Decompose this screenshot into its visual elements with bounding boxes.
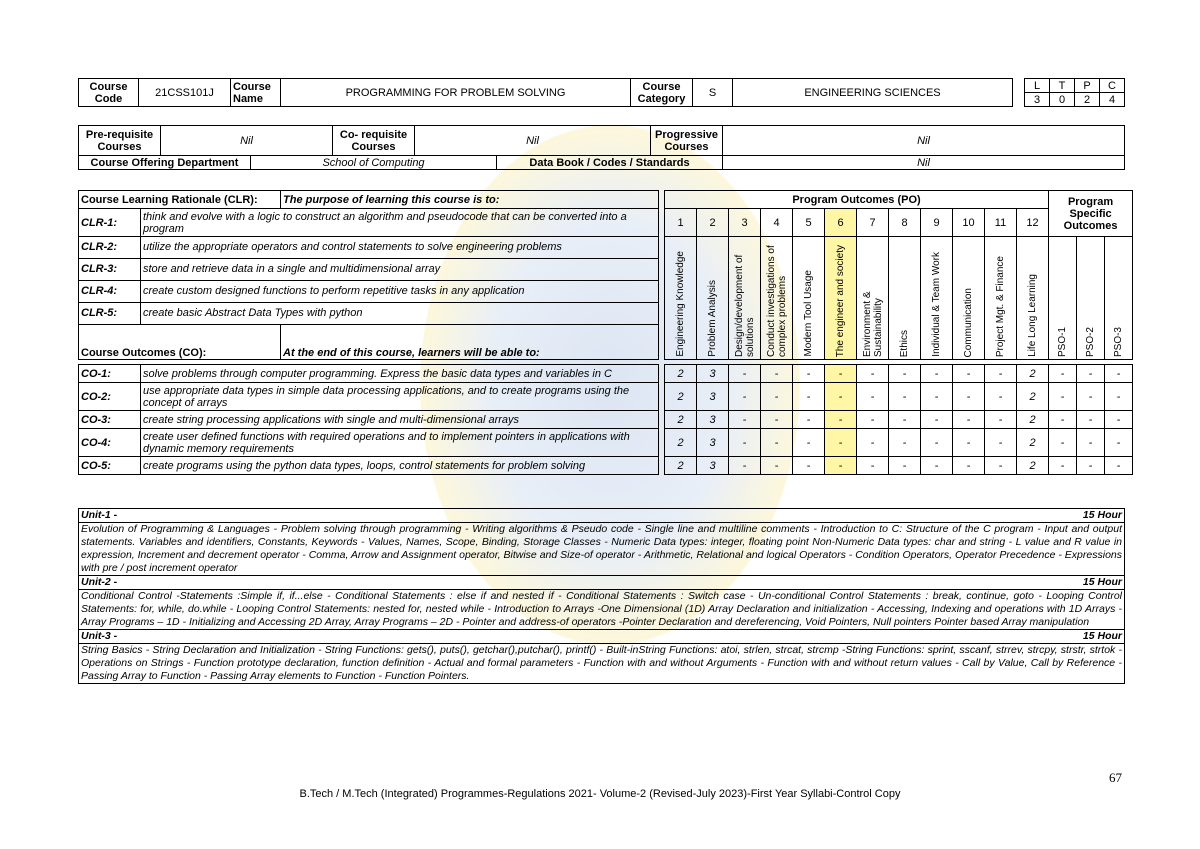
unit-header-row (79, 509, 1125, 523)
co-po-value: - (1049, 365, 1077, 383)
co-po-value: 2 (665, 383, 697, 411)
co-po-value: - (1049, 457, 1077, 475)
po-name: Modern Tool Usage (803, 270, 814, 357)
unit-header-row (79, 576, 1125, 590)
course-outcomes-table (78, 364, 1133, 475)
clr-text: create custom designed functions to perform repetitive tasks in any application (141, 280, 659, 302)
co-id: CO-5: (79, 457, 141, 475)
unit-content: Evolution of Programming & Languages - Problem solving through programming - Writing algorithms & Pseudo code - Single line and multiline comments - Introduction to C: Structure of the C program - Input and output statements. Variables and identifiers, Constants, Keywords - Values, Names, Scope, Binding, Storage Classes - Numeric Data types: integer, floating point Non-Numeric Data types: char and string - L value and R value in expression, Increment and decrement operator - Comma, Arrow and Assignment operator, Bitwise and Size-of operator - Arithmetic, Relational and logical Operators - Condition Operators, Operator Precedence - Expressions with pre / post increment operator (79, 523, 1125, 576)
co-po-value: - (953, 365, 985, 383)
unit-header-row (79, 630, 1125, 644)
co-po-value: 2 (1017, 429, 1049, 457)
co-text: create programs using the python data types, loops, control statements for problem solving (141, 457, 659, 475)
co-po-value: - (985, 429, 1017, 457)
co-po-value: - (857, 429, 889, 457)
ltpc-value: 4 (1100, 93, 1125, 107)
co-po-value: - (761, 365, 793, 383)
co-po-value: - (1049, 411, 1077, 429)
co-po-value: - (921, 429, 953, 457)
po-number: 7 (857, 209, 889, 237)
co-po-value: - (985, 383, 1017, 411)
co-po-value: - (857, 411, 889, 429)
co-po-value: - (921, 365, 953, 383)
po-name: Environment & Sustainability (861, 291, 884, 357)
ltpc-value: 0 (1050, 93, 1075, 107)
co-po-value: - (729, 383, 761, 411)
co-id: CO-1: (79, 365, 141, 383)
co-po-value: - (953, 411, 985, 429)
ltpc-value: 2 (1075, 93, 1100, 107)
co-row (79, 365, 1133, 383)
co-po-value: 3 (697, 429, 729, 457)
co-po-value: - (825, 365, 857, 383)
po-name: Ethics (899, 329, 910, 357)
clr-text: store and retrieve data in a single and multidimensional array (141, 258, 659, 280)
po-name: Life Long Learning (1027, 274, 1039, 357)
unit-body-row (79, 590, 1125, 630)
co-po-value: 2 (1017, 383, 1049, 411)
co-po-value: - (1105, 429, 1133, 457)
ltpc-label: T (1050, 79, 1075, 93)
co-po-value: - (889, 383, 921, 411)
co-id: CO-3: (79, 411, 141, 429)
databook-value: Nil (723, 156, 1125, 170)
co-po-value: - (729, 365, 761, 383)
po-number: 12 (1017, 209, 1049, 237)
co-po-value: 3 (697, 411, 729, 429)
po-name: Individual & Team Work (931, 252, 942, 357)
po-number: 11 (985, 209, 1017, 237)
outcomes-table (78, 190, 1133, 360)
co-row (79, 383, 1133, 411)
databook-label: Data Book / Codes / Standards (497, 156, 723, 170)
co-po-value: - (985, 365, 1017, 383)
po-name: Engineering Knowledge (675, 251, 686, 357)
co-po-value: - (761, 429, 793, 457)
course-code: 21CSS101J (139, 79, 231, 107)
unit-title: Unit-1 - (81, 509, 118, 521)
co-po-value: 3 (697, 365, 729, 383)
co-po-value: 2 (665, 365, 697, 383)
co-po-value: - (1105, 383, 1133, 411)
co-po-value: - (953, 429, 985, 457)
co-po-value: - (793, 365, 825, 383)
ltpc-value: 3 (1025, 93, 1050, 107)
co-po-value: - (889, 365, 921, 383)
category-name: ENGINEERING SCIENCES (733, 79, 1013, 107)
co-po-value: 2 (1017, 411, 1049, 429)
co-po-value: - (921, 411, 953, 429)
co-po-value: - (889, 411, 921, 429)
progressive-value: Nil (723, 126, 1125, 156)
unit-hours: 15 Hour (1082, 576, 1122, 588)
course-name-label: Course Name (231, 79, 281, 107)
co-po-value: - (953, 457, 985, 475)
co-po-value: 2 (1017, 365, 1049, 383)
co-po-value: - (1077, 365, 1105, 383)
po-number: 3 (729, 209, 761, 237)
coreq-label: Co- requisite Courses (333, 126, 415, 156)
co-po-value: - (1077, 383, 1105, 411)
po-number: 4 (761, 209, 793, 237)
unit-hours: 15 Hour (1082, 630, 1122, 642)
co-po-value: - (921, 383, 953, 411)
co-po-value: - (889, 457, 921, 475)
co-row (79, 429, 1133, 457)
co-po-value: - (729, 411, 761, 429)
clr-id: CLR-5: (79, 302, 141, 324)
po-name: Project Mgt. & Finance (995, 255, 1006, 357)
unit-title: Unit-3 - (81, 630, 118, 642)
co-po-value: - (889, 429, 921, 457)
co-row (79, 411, 1133, 429)
prereq-value: Nil (161, 126, 333, 156)
co-text: create string processing applications with single and multi-dimensional arrays (141, 411, 659, 429)
po-number: 9 (921, 209, 953, 237)
po-name: Problem Analysis (707, 280, 718, 357)
dept-label: Course Offering Department (79, 156, 251, 170)
co-text: use appropriate data types in simple data processing applications, and to create programs using the concept of arrays (141, 383, 659, 411)
prerequisite-table (78, 125, 1125, 170)
co-po-value: - (793, 457, 825, 475)
co-po-value: - (825, 457, 857, 475)
clr-id: CLR-3: (79, 258, 141, 280)
unit-title: Unit-2 - (81, 576, 118, 588)
pso-name: PSO-3 (1113, 326, 1125, 357)
co-po-value: - (921, 457, 953, 475)
co-po-value: - (1105, 411, 1133, 429)
clr-id: CLR-2: (79, 237, 141, 259)
clr-text: think and evolve with a logic to construct an algorithm and pseudocode that can be converted into a program (141, 209, 659, 237)
co-po-value: - (761, 457, 793, 475)
co-id: CO-2: (79, 383, 141, 411)
co-po-value: 2 (665, 457, 697, 475)
clr-id: CLR-4: (79, 280, 141, 302)
co-po-value: - (857, 383, 889, 411)
co-po-value: 2 (665, 429, 697, 457)
po-number: 6 (825, 209, 857, 237)
co-po-value: - (1077, 457, 1105, 475)
co-po-value: - (825, 383, 857, 411)
co-po-value: - (857, 365, 889, 383)
clr-text: utilize the appropriate operators and control statements to solve engineering problems (141, 237, 659, 259)
pso-title: Program Specific Outcomes (1049, 191, 1133, 237)
ltpc-label: C (1100, 79, 1125, 93)
co-po-value: - (729, 429, 761, 457)
co-title: Course Outcomes (CO): (79, 324, 281, 360)
co-po-value: - (729, 457, 761, 475)
unit-content: Conditional Control -Statements :Simple if, if...else - Conditional Statements : else if and nested if - Conditional Statements : Switch case - Un-conditional Control Statements : break, continue, goto - Looping Control Statements: for, while, do.while - Looping Control Statements: nested for, nested while - Introduction to Arrays -One Dimensional (1D) Array Declaration and initialization - Accessing, Indexing and operations with 1D Arrays - Array Programs – 1D - Initializing and Accessing 2D Array, Array Programs – 2D - Pointer and address-of operators -Pointer Declaration and dereferencing, Void Pointers, Null pointers Pointer based Array manipulation (79, 590, 1125, 630)
clr-id: CLR-1: (79, 209, 141, 237)
co-po-value: - (985, 411, 1017, 429)
co-subtitle: At the end of this course, learners will be able to: (281, 324, 659, 360)
course-category-label: Course Category (631, 79, 693, 107)
co-row (79, 457, 1133, 475)
units-table (78, 508, 1125, 684)
co-po-value: - (793, 383, 825, 411)
co-po-value: - (1105, 365, 1133, 383)
unit-content: String Basics - String Declaration and Initialization - String Functions: gets(), puts(), getchar(),putchar(), printf() - Built-inString Functions: atoi, strlen, strcat, strcmp -String Functions: sprint, sscanf, strrev, strcpy, strstr, strtok - Operations on Strings - Function prototype declaration, function definition - Actual and formal parameters - Function with and without Arguments - Function with and without return values - Call by Value, Call by Reference - Passing Array to Function - Passing Array elements to Function - Function Pointers. (79, 644, 1125, 684)
clr-text: create basic Abstract Data Types with python (141, 302, 659, 324)
unit-body-row (79, 644, 1125, 684)
pso-name: PSO-2 (1085, 326, 1097, 357)
course-name: PROGRAMMING FOR PROBLEM SOLVING (281, 79, 631, 107)
co-id: CO-4: (79, 429, 141, 457)
footer-text: B.Tech / M.Tech (Integrated) Programmes-Regulations 2021- Volume-2 (Revised-July 2023)-First Year Syllabi-Control Copy (299, 788, 901, 800)
unit-body-row (79, 523, 1125, 576)
co-po-value: - (1105, 457, 1133, 475)
co-po-value: 2 (1017, 457, 1049, 475)
po-number: 10 (953, 209, 985, 237)
co-po-value: - (825, 429, 857, 457)
po-name: Conduct investigations of complex problems (765, 245, 788, 357)
co-po-value: - (761, 411, 793, 429)
po-name: The engineer and society (835, 244, 846, 357)
co-po-value: - (793, 411, 825, 429)
pso-name: PSO-1 (1057, 326, 1069, 357)
co-po-value: - (1077, 411, 1105, 429)
co-po-value: - (1049, 383, 1077, 411)
dept-value: School of Computing (251, 156, 497, 170)
po-number: 5 (793, 209, 825, 237)
co-po-value: 2 (665, 411, 697, 429)
co-po-value: - (761, 383, 793, 411)
co-po-value: - (825, 411, 857, 429)
page-number: 67 (1109, 770, 1122, 785)
po-title: Program Outcomes (PO) (665, 191, 1049, 209)
clr-purpose: The purpose of learning this course is to: (281, 191, 659, 209)
co-po-value: - (985, 457, 1017, 475)
prereq-label: Pre-requisite Courses (79, 126, 161, 156)
co-po-value: - (1077, 429, 1105, 457)
course-code-label: Course Code (79, 79, 139, 107)
po-name: Design/development of solutions (733, 254, 756, 357)
clr-title: Course Learning Rationale (CLR): (79, 191, 281, 209)
course-header-table (78, 78, 1125, 107)
ltpc-label: L (1025, 79, 1050, 93)
po-number: 1 (665, 209, 697, 237)
co-po-value: - (857, 457, 889, 475)
ltpc-label: P (1075, 79, 1100, 93)
co-po-value: - (1049, 429, 1077, 457)
co-text: solve problems through computer programming. Express the basic data types and variables in C (141, 365, 659, 383)
unit-hours: 15 Hour (1082, 509, 1122, 521)
po-number: 2 (697, 209, 729, 237)
co-po-value: 3 (697, 383, 729, 411)
co-po-value: - (793, 429, 825, 457)
co-po-value: - (953, 383, 985, 411)
course-category: S (693, 79, 733, 107)
po-name: Communication (963, 287, 974, 357)
co-text: create user defined functions with required operations and to implement pointers in applications with dynamic memory requirements (141, 429, 659, 457)
co-po-value: 3 (697, 457, 729, 475)
progressive-label: Progressive Courses (651, 126, 723, 156)
po-number: 8 (889, 209, 921, 237)
coreq-value: Nil (415, 126, 651, 156)
